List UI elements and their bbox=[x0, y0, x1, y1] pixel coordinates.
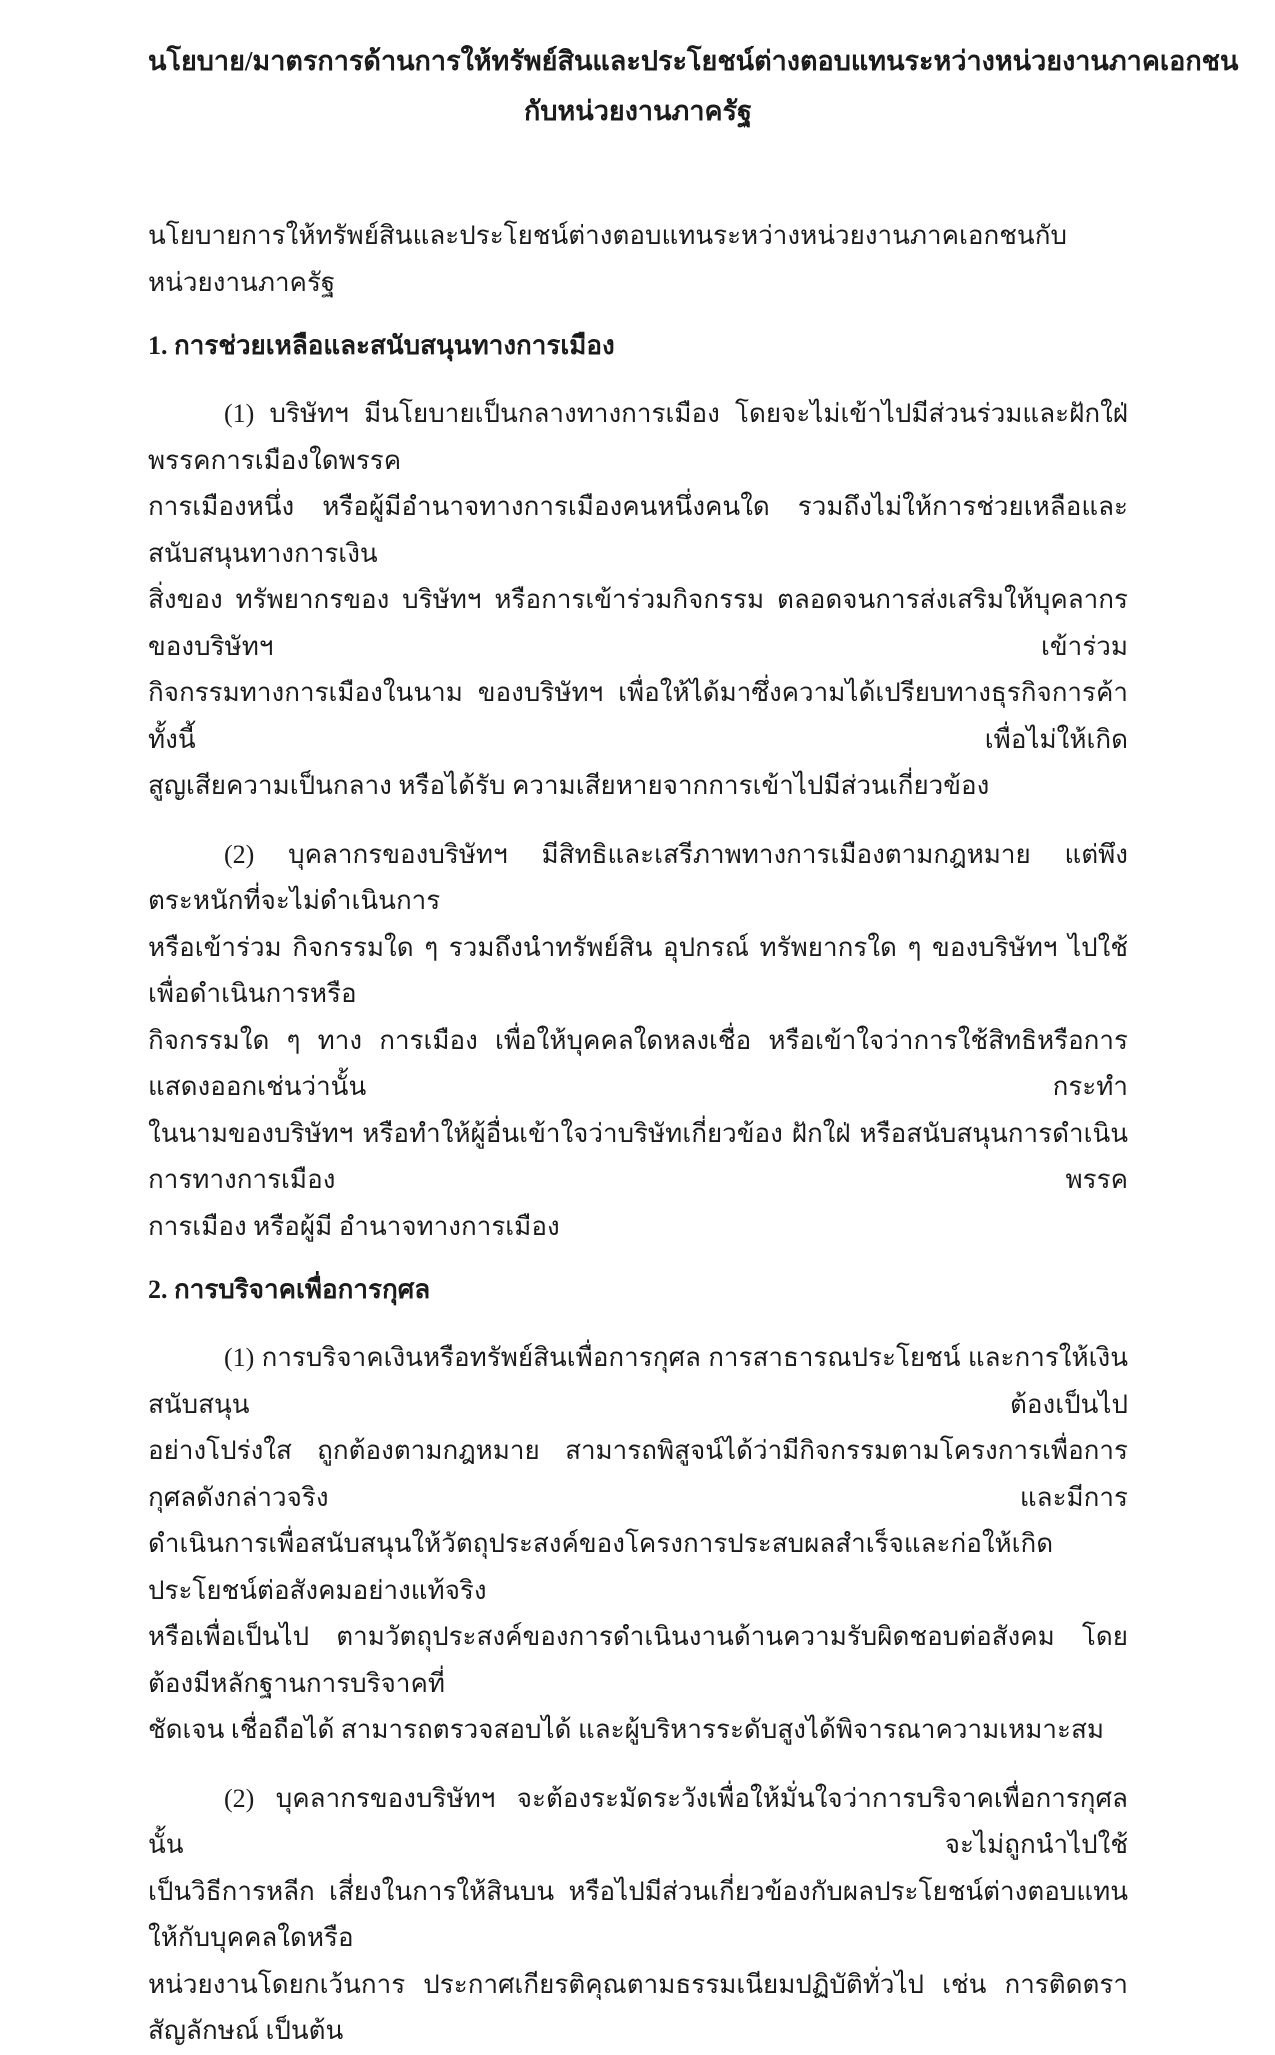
text-line: อย่างโปร่งใส ถูกต้องตามกฎหมาย สามารถพิสูจน์ได้ว่ามีกิจกรรมตามโครงการเพื่อการกุศลดังกล่าวจริง และมีการ bbox=[148, 1436, 1128, 1512]
section-1-paragraph-2 bbox=[148, 832, 1128, 1251]
section-1-heading: 1. การช่วยเหลือและสนับสนุนทางการเมือง bbox=[148, 331, 615, 360]
text-line: กิจกรรมทางการเมืองในนาม ของบริษัทฯ เพื่อให้ได้มาซึ่งความได้เปรียบทางธุรกิจการค้า ทั้งนี้ เพื่อไม่ให้เกิด bbox=[148, 678, 1128, 754]
text-line: (2) บุคลากรของบริษัทฯ จะต้องระมัดระวังเพื่อให้มั่นใจว่าการบริจาคเพื่อการกุศลนั้น จะไม่ถูกนำไปใช้ bbox=[148, 1783, 1128, 1859]
text-line: หรือเข้าร่วม กิจกรรมใด ๆ รวมถึงนำทรัพย์สิน อุปกรณ์ ทรัพยากรใด ๆ ของบริษัทฯ ไปใช้เพื่อดำเนินการหรือ bbox=[148, 932, 1128, 1008]
section-1-paragraph-1 bbox=[148, 391, 1128, 810]
document-title bbox=[148, 36, 1239, 136]
text-line: เป็นวิธีการหลีก เสี่ยงในการให้สินบน หรือไปมีส่วนเกี่ยวข้องกับผลประโยชน์ต่างตอบแทนให้กับบุคคลใดหรือ bbox=[148, 1876, 1128, 1952]
text-line: (1) บริษัทฯ มีนโยบายเป็นกลางทางการเมือง โดยจะไม่เข้าไปมีส่วนร่วมและฝักใฝ่พรรคการเมืองใดพรรค bbox=[148, 399, 1128, 475]
text-line: ดำเนินการเพื่อสนับสนุนให้วัตถุประสงค์ของโครงการประสบผลสำเร็จและก่อให้เกิดประโยชน์ต่อสังคมอย่างแท้จริง bbox=[148, 1529, 1054, 1605]
section-2-paragraph-1 bbox=[148, 1335, 1128, 1754]
text-line: ในนามของบริษัทฯ หรือทำให้ผู้อื่นเข้าใจว่าบริษัทเกี่ยวข้อง ฝักใฝ่ หรือสนับสนุนการดำเนินการทางการเมือง พรรค bbox=[148, 1118, 1128, 1194]
text-line: การเมือง หรือผู้มี อำนาจทางการเมือง bbox=[148, 1211, 560, 1241]
text-line: (2) บุคลากรของบริษัทฯ มีสิทธิและเสรีภาพทางการเมืองตามกฎหมาย แต่พึงตระหนักที่จะไม่ดำเนินการ bbox=[148, 839, 1128, 915]
text-line: หรือเพื่อเป็นไป ตามวัตถุประสงค์ของการดำเนินงานด้านความรับผิดชอบต่อสังคม โดยต้องมีหลักฐานการบริจาคที่ bbox=[148, 1622, 1128, 1698]
text-line: สูญเสียความเป็นกลาง หรือได้รับ ความเสียหายจากการเข้าไปมีส่วนเกี่ยวข้อง bbox=[148, 771, 990, 800]
text-line: ชัดเจน เชื่อถือได้ สามารถตรวจสอบได้ และผู้บริหารระดับสูงได้พิจารณาความเหมาะสม bbox=[148, 1715, 1104, 1744]
document-title-line-1: นโยบาย/มาตรการด้านการให้ทรัพย์สินและประโยชน์ต่างตอบแทนระหว่างหน่วยงานภาคเอกชน bbox=[148, 46, 1239, 76]
text-line: หน่วยงานโดยกเว้นการ ประกาศเกียรติคุณตามธรรมเนียมปฏิบัติทั่วไป เช่น การติดตราสัญลักษณ์ เป็นต้น bbox=[148, 1969, 1128, 2045]
text-line: (1) การบริจาคเงินหรือทรัพย์สินเพื่อการกุศล การสาธารณประโยชน์ และการให้เงินสนับสนุน ต้องเป็นไป bbox=[148, 1343, 1128, 1419]
text-line: การเมืองหนึ่ง หรือผู้มีอำนาจทางการเมืองคนหนึ่งคนใด รวมถึงไม่ให้การช่วยเหลือและสนับสนุนทางการเงิน bbox=[148, 492, 1128, 568]
text-line: กิจกรรมใด ๆ ทาง การเมือง เพื่อให้บุคคลใดหลงเชื่อ หรือเข้าใจว่าการใช้สิทธิหรือการแสดงออกเช่นว่านั้น กระทำ bbox=[148, 1025, 1128, 1101]
intro-paragraph: นโยบายการให้ทรัพย์สินและประโยชน์ต่างตอบแทนระหว่างหน่วยงานภาคเอกชนกับหน่วยงานภาครัฐ bbox=[148, 221, 1067, 297]
text-line: สิ่งของ ทรัพยากรของ บริษัทฯ หรือการเข้าร่วมกิจกรรม ตลอดจนการส่งเสริมให้บุคลากรของบริษัทฯ เข้าร่วม bbox=[148, 585, 1128, 661]
section-2-heading: 2. การบริจาคเพื่อการกุศล bbox=[148, 1275, 431, 1304]
section-2-paragraph-2 bbox=[148, 1776, 1128, 2055]
document-title-line-2: กับหน่วยงานภาครัฐ bbox=[524, 96, 752, 126]
